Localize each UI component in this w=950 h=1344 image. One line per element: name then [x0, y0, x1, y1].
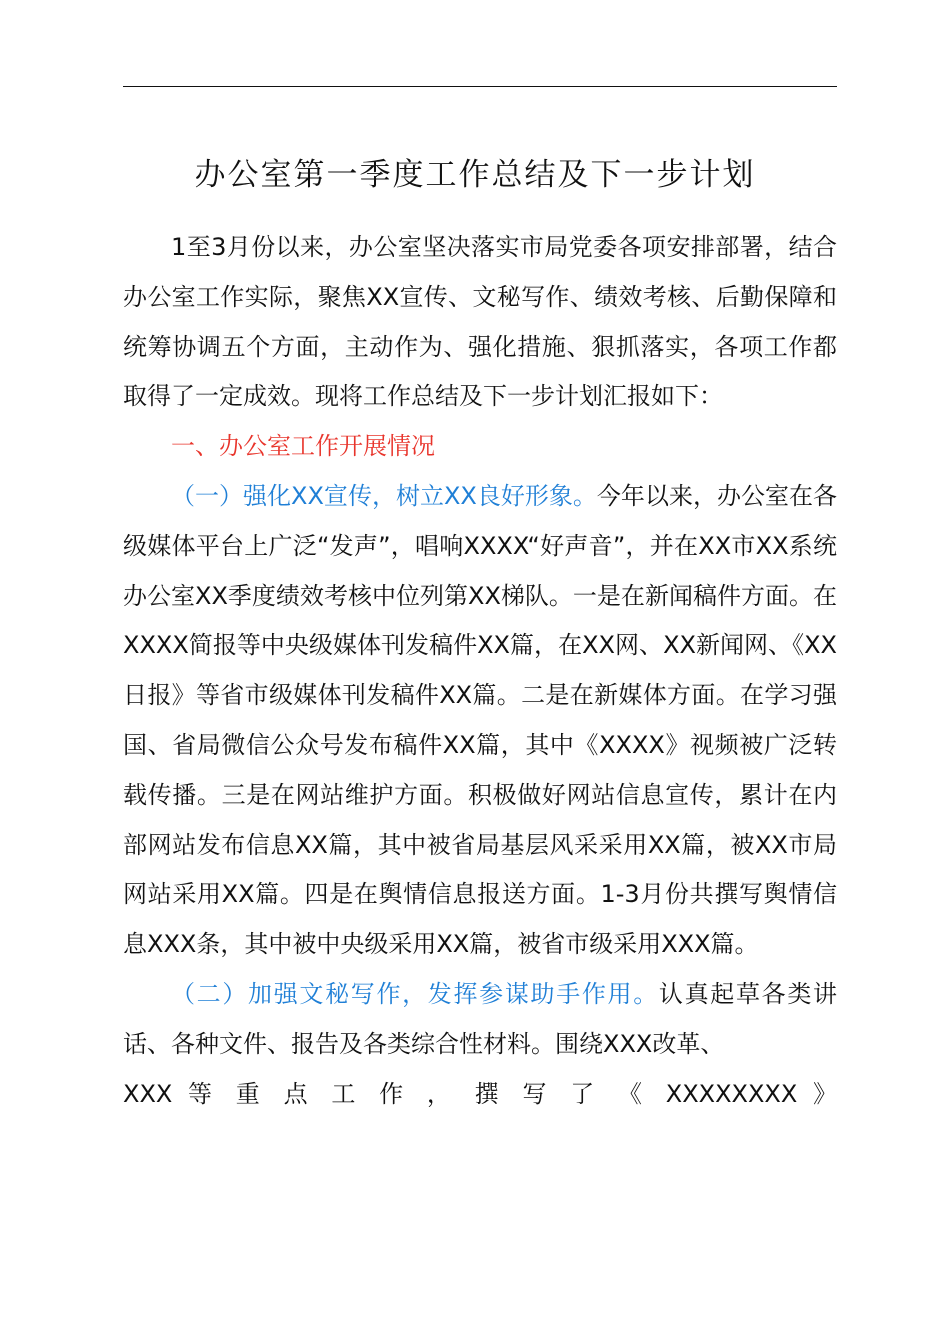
subsection-2-paragraph [123, 970, 837, 1070]
document-body [123, 223, 837, 1119]
intro-paragraph: 1至3月份以来，办公室坚决落实市局党委各项安排部署，结合办公室工作实际，聚焦XX宣传、文秘写作、绩效考核、后勤保障和统筹协调五个方面，主动作为、强化措施、狠抓落实，各项工作都取得了一定成效。现将工作总结及下一步计划汇报如下： [123, 233, 837, 411]
subsection-1-paragraph [123, 472, 837, 970]
subsection-heading-1: （一）强化XX宣传，树立XX良好形象。 [171, 481, 597, 510]
page-title: 办公室第一季度工作总结及下一步计划 [194, 157, 756, 193]
subsection-2-text: 认真起草各类讲话、各种文件、报告及各类综合性材料。围绕XXX改革、 [123, 979, 838, 1058]
section-heading-1: 一、办公室工作开展情况 [171, 432, 435, 461]
subsection-heading-2: （二）加强文秘写作，发挥参谋助手作用。 [171, 979, 659, 1008]
subsection-1-text: 今年以来，办公室在各级媒体平台上广泛“发声”，唱响XXXX“好声音”，并在XX市XX系统办公室XX季度绩效考核中位列第XX梯队。一是在新闻稿件方面。在XXXX简报等中央级媒体刊发稿件XX篇，在XX网、XX新闻网、《XX日报》等省市级媒体刊发稿件XX篇。二是在新媒体方面。在学习强国、省局微信公众号发布稿件XX篇，其中《XXXX》视频被广泛转载传播。三是在网站维护方面。积极做好网站信息宣传，累计在内部网站发布信息XX篇，其中被省局基层风采采用XX篇，被XX市局网站采用XX篇。四是在舆情信息报送方面。1-3月份共撰写舆情信息XXX条，其中被中央级采用XX篇，被省市级采用XXX篇。 [123, 481, 838, 959]
subsection-2-tail-line: XXX 等 重 点 工 作 ， 撰 写 了 《 XXXXXXXX 》 [123, 1079, 837, 1108]
header-rule [123, 86, 837, 87]
